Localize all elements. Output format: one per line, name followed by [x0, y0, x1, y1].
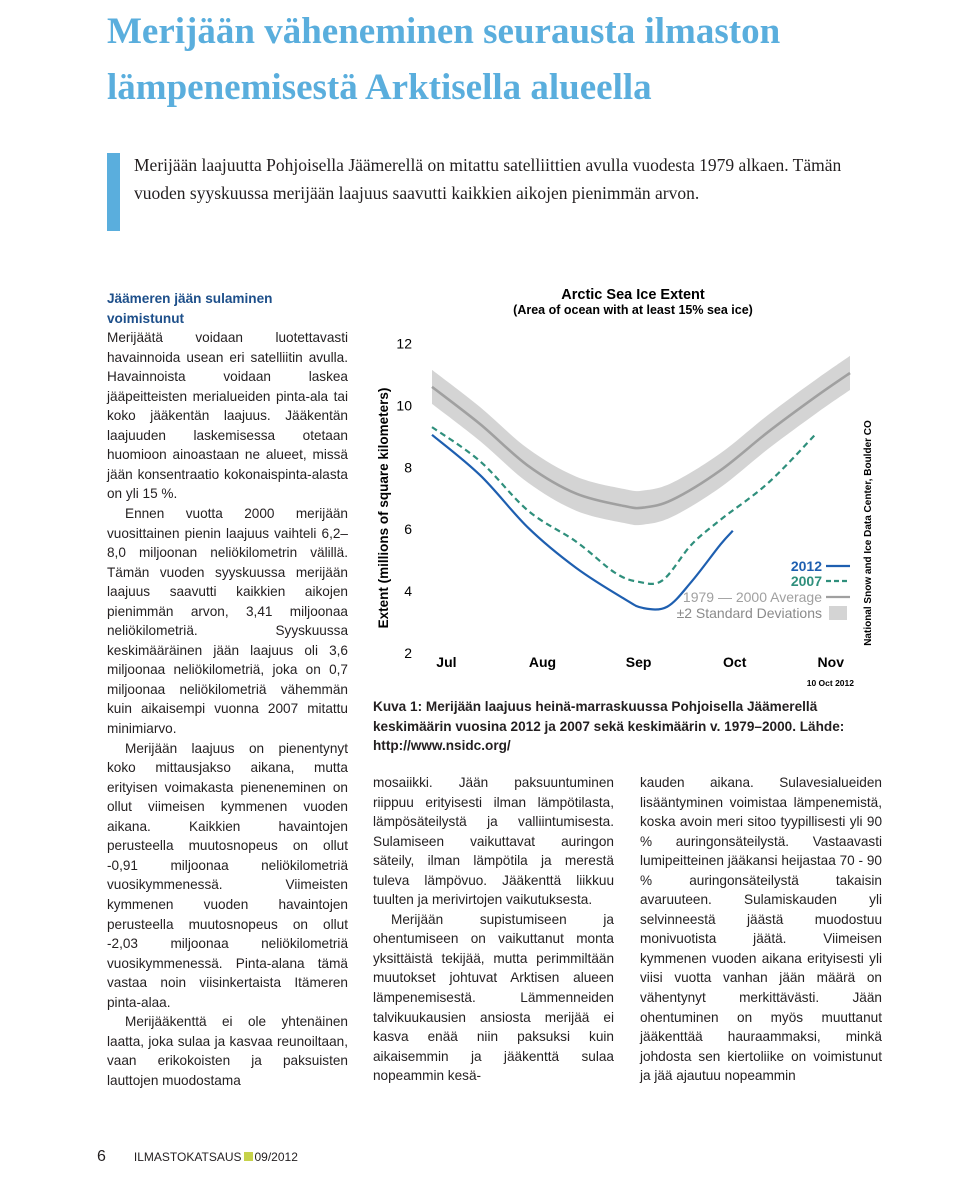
- sidebar-paragraph: Ennen vuotta 2000 merijään vuosittainen pienin laajuus vaihteli 6,2–8,0 miljoonan neliökilometrin välillä. Tämän vuoden syyskuussa merijään laajuus saavutti kaikkien aikojen pienimmän arvon, 3,41 miljoonaa neliökilometriä. Syyskuussa keskimääräinen jään laajuus oli 3,6 miljoonaa neliökilometriä, joka on 0,7 miljoonaa neliökilometriä vähemmän kuin aikaisempi vuonna 2007 mitattu minimiarvo.: [107, 506, 348, 737]
- footer-square-icon: [244, 1152, 253, 1161]
- chart-x-tick-label: Aug: [528, 654, 557, 670]
- chart-y-tick-label: 10: [396, 397, 412, 414]
- chart-series-line-2012: [432, 435, 733, 610]
- chart-legend-label: 2012: [790, 558, 822, 574]
- publication-name: ILMASTOKATSAUS: [133, 1150, 242, 1164]
- chart-legend-label: ±2 Standard Deviations: [676, 605, 822, 621]
- figure-caption: Kuva 1: Merijään laajuus heinä-marraskuussa Pohjoisella Jäämerellä keskimäärin vuosina 2012 ja 2007 sekä keskimäärin v. 1979–2000. Lähde: http://www.nsidc.org/: [373, 699, 845, 753]
- chart-x-tick-label: Jul: [436, 654, 457, 670]
- page-number: 6: [97, 1148, 106, 1165]
- chart-source-label: National Snow and Ice Data Center, Boulder CO: [863, 420, 874, 646]
- chart-y-tick-label: 12: [396, 335, 412, 352]
- chart-y-tick-label: 2: [404, 645, 412, 661]
- sidebar-column: [107, 289, 348, 1090]
- lead-paragraph: Merijään laajuutta Pohjoisella Jäämerellä on mitattu satelliittien avulla vuodesta 1979 alkaen. Tämän vuoden syyskuussa merijään laajuus saavutti kaikkien aikojen pienimmän arvon.: [134, 155, 842, 203]
- body-column-2: [373, 773, 614, 1086]
- sidebar-paragraph: Merijääkenttä ei ole yhtenäinen laatta, joka sulaa ja kasvaa reunoiltaan, vaan erikokoisten ja paksuisten lauttojen muodostama: [107, 1014, 348, 1088]
- chart-y-tick-label: 8: [404, 459, 412, 476]
- chart-subtitle: (Area of ocean with at least 15% sea ice): [513, 303, 753, 317]
- page-title: Merijään väheneminen seurausta ilmaston lämpenemisestä Arktisella alueella: [107, 11, 781, 108]
- chart-title: Arctic Sea Ice Extent: [561, 287, 705, 303]
- body-paragraph: Merijään supistumiseen ja ohentumiseen on vaikuttanut monta yksittäistä tekijää, mutta perimmiltään muutokset johtuvat Arktisen alueen lämpenemisestä. Lämmenneiden talvikuukausien ansiosta merijää ei kasva enää niin paksuksi kuin aikaisemmin ja jääkenttä sulaa nopeammin kesä-: [373, 911, 614, 1084]
- issue-number: 09/2012: [254, 1150, 298, 1164]
- page-footer: [97, 1148, 298, 1166]
- sidebar-paragraph: Merijään laajuus on pienentynyt koko mittausjakso aikana, mutta erityisen voimakasta pieneneminen on ollut viimeisen kymmenen vuoden aikana. Kaikkien havaintojen perusteella muutosnopeus on ollut -0,91 miljoonaa neliökilometriä vuosikymmenessä. Viimeisten kymmenen vuoden havaintojen perusteella muutosnopeus on ollut -2,03 miljoonaa neliökilometriä vuosikymmenessä. Pinta-alana tämä vastaa noin viisinkertaista Itämeren pinta-alaa.: [107, 740, 348, 1010]
- chart-x-tick-label: Oct: [723, 654, 747, 670]
- chart-legend-label: 2007: [790, 573, 822, 589]
- sidebar-paragraph: Merijäätä voidaan luotettavasti havainnoida usean eri satelliitin avulla. Havainnoista voidaan laskea jääpeitteisten merialueiden pinta-ala tai koko jääkentän laajuus. Jääkentän laajuuden laskemisessa otetaan huomioon ainoastaan ne alueet, missä jään konsentraatio kokonaispinta-alasta on yli 15 %.: [107, 330, 348, 502]
- body-column-3: [640, 773, 882, 1086]
- body-paragraph: kauden aikana. Sulavesialueiden lisääntyminen voimistaa lämpenemistä, koska avoin meri sitoo tyypillisesti yli 90 % auringonsäteilystä. Vastaavasti lumipeitteinen jääkansi heijastaa 70 - 90 % auringonsäteilystä takaisin avaruuteen. Sulamiskauden yli selvinneestä jäästä muodostuu monivuotista jäätä. Viimeisen kymmenen vuoden aikana erityisesti yli viisi vuotta vanhan jään määrä on vähentynyt merkittävästi. Jään ohentuminen on myös muuttanut jääkenttää hauraammaksi, minkä johdosta sen kiertoliike on voimistunut ja jää ajautuu nopeammin: [640, 775, 882, 1084]
- chart-sd-band: [432, 356, 850, 525]
- chart-legend-label: 1979 — 2000 Average: [682, 589, 822, 605]
- chart-y-tick-label: 4: [404, 583, 412, 600]
- chart-x-tick-label: Nov: [817, 654, 845, 670]
- chart-legend-swatch: [829, 606, 847, 620]
- chart-date-label: 10 Oct 2012: [806, 678, 854, 688]
- chart-y-tick-label: 6: [404, 521, 412, 538]
- sidebar-heading: Jäämeren jään sulaminen voimistunut: [107, 291, 273, 326]
- sea-ice-extent-chart: [370, 283, 890, 693]
- lead-accent-bar: [107, 153, 120, 231]
- body-paragraph: mosaiikki. Jään paksuuntuminen riippuu erityisesti ilman lämpötilasta, lämpösäteilystä ja valliintumisesta. Sulamiseen vaikuttavat auringon säteily, ilman lämpötila ja merestä tuleva lämpövuo. Jääkenttä liikkuu tuulten ja merivirtojen vaikutuksesta.: [373, 775, 614, 908]
- chart-y-axis-label: Extent (millions of square kilometers): [376, 387, 391, 629]
- chart-x-tick-label: Sep: [625, 654, 652, 670]
